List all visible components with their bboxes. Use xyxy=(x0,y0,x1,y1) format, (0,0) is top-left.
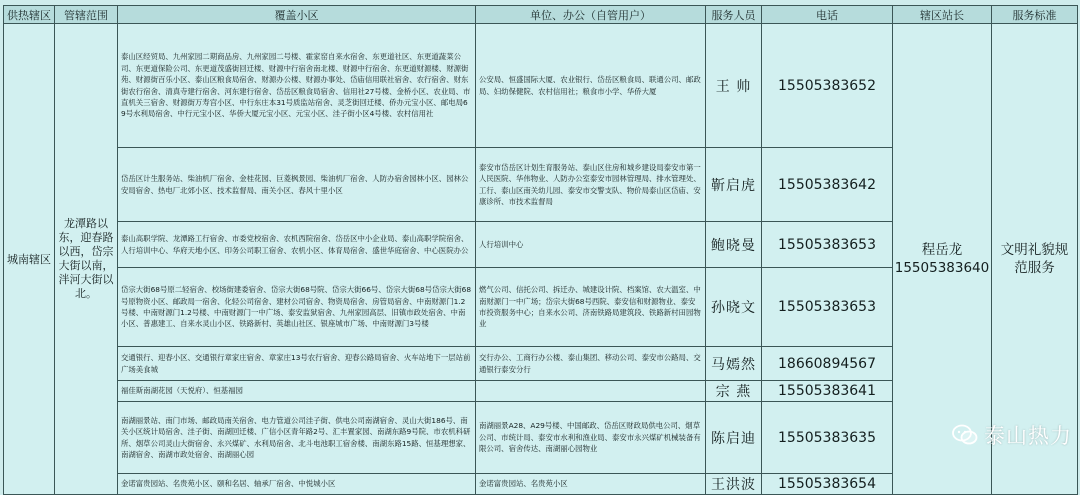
units-cell: 公安局、恒盛国际大厦、农业银行、岱岳区粮食局、联通公司、邮政局、妇幼保健院、农村信用社；粮食市小学、华侨大厦 xyxy=(476,24,706,148)
staff-name: 陈启迪 xyxy=(706,402,762,474)
district-name: 城南辖区 xyxy=(4,24,55,495)
units-cell: 交行办公、工商行办公楼、泰山集团、移动公司、泰安市公路局、交通银行泰安分行 xyxy=(476,347,706,381)
header-staff: 服务人员 xyxy=(706,6,762,24)
units-cell: 南湖丽景A28、A29号楼、中国邮政、岱岳区财政局供电公司、烟草公司、市统计局、泰安市水利和渔业局、泰安市永兴煤矿机械装备有限公司、宿舍传达、南湖丽心园物业 xyxy=(476,402,706,474)
chief-phone[interactable]: 15505383640 xyxy=(894,260,990,276)
header-chief: 辖区站长 xyxy=(893,6,992,24)
header-units: 单位、办公（自管用户） xyxy=(476,6,706,24)
staff-phone[interactable]: 15505383641 xyxy=(762,381,893,402)
staff-name: 宗 燕 xyxy=(706,381,762,402)
staff-phone[interactable]: 15505383654 xyxy=(762,474,893,495)
coverage-cell: 金诺富贵园站、名贵苑小区、颐和名居、轴承厂宿舍、中悦城小区 xyxy=(118,474,476,495)
units-cell: 人行培训中心 xyxy=(476,222,706,268)
coverage-cell: 泰山高职学院、龙潭路工行宿舍、市委党校宿舍、农机西院宿舍、岱岳区中小企业局、泰山高职学院宿舍、人行培训中心、华府天地小区、印务公司职工宿舍、农机小区、体育局宿舍、盛世华庭宿舍、中心医院办公 xyxy=(118,222,476,268)
coverage-cell: 福佳斯南湖花园（天悦府）、恒基福园 xyxy=(118,381,476,402)
staff-name: 靳启虎 xyxy=(706,148,762,222)
heating-district-table xyxy=(3,5,1078,495)
coverage-cell: 岱宗大街68号原二轻宿舍、校场街建委宿舍、岱宗大街68号院、岱宗大街66号、岱宗大街68号岱宗大街68号原物资小区、邮政局一宿舍、化轻公司宿舍、建材公司宿舍、物资局宿舍、房管局宿舍、中南财源门1.2号楼、中南财源门1.2号楼、中南财源门一中广场、泰安监狱宿舍、九州家园高层、旧镇市政处宿舍、中南小区、普惠建工、自来水灵山小区、铁路新村、英雄山社区、银座城市广场、中南财源门3号楼 xyxy=(118,268,476,347)
units-cell: 燃气公司、信托公司、拆迁办、城建设计院、档案馆、农大温室、中南财源门一中广场；岱宗大街68号西院、泰安信和财源物业、泰安市投资服务中心；自来水公司、济南铁路局建筑段、铁路新村田园物业 xyxy=(476,268,706,347)
staff-name: 孙晓文 xyxy=(706,268,762,347)
staff-phone[interactable]: 15505383642 xyxy=(762,148,893,222)
jurisdiction-scope: 龙潭路以东，迎春路以西，岱宗大街以南，泮河大街以北。 xyxy=(55,24,118,495)
coverage-cell: 岱岳区计生服务站、柴油机厂宿舍、金桂花园、巨菱枫景园、柴油机厂宿舍、人防办宿舍园林小区、园林公安局宿舍、热电厂北郊小区、技术监督局、南关小区、春风十里小区 xyxy=(118,148,476,222)
staff-phone[interactable]: 15505383652 xyxy=(762,24,893,148)
chief-name: 程岳龙 xyxy=(921,242,963,258)
coverage-cell: 交通银行、迎春小区、交通银行章家庄宿舍、章家庄13号农行宿舍、迎春公路局宿舍、火车站地下一层站前广场美食城 xyxy=(118,347,476,381)
units-cell: 泰安市岱岳区计划生育服务站、泰山区住房和城乡建设局泰安市第一人民医院、华伟物业、人防办公室泰安市园林管理局、排水管理处、工行、泰山区南关幼儿园、泰安市交警支队、物价局泰山区岱庙、安康诊所、市技术监督局 xyxy=(476,148,706,222)
staff-phone[interactable]: 15505383635 xyxy=(762,402,893,474)
staff-name: 王 帅 xyxy=(706,24,762,148)
staff-phone[interactable]: 15505383653 xyxy=(762,268,893,347)
watermark xyxy=(952,420,1072,450)
staff-name: 马嫣然 xyxy=(706,347,762,381)
staff-name: 王洪波 xyxy=(706,474,762,495)
staff-name: 鲍晓曼 xyxy=(706,222,762,268)
header-scope: 管辖范围 xyxy=(55,6,118,24)
wechat-icon xyxy=(952,424,978,446)
coverage-cell: 泰山区经贸局、九州家园二期商品房、九州家园二号楼、霍家窑自来水宿舍、东更道社区、东更道蔬菜公司、东更道保险公司、东更道茂盛街回迁楼、财源中行宿舍南北楼、财源中行宿舍、东更道财源楼、财源街苑、财源街百乐小区、泰山区粮食局宿舍、财源办公楼、财源办事处、岱庙信用联社宿舍、农行宿舍、财东街农行宿舍、清真寺建行宿舍、河东建行宿舍、岱岳区粮食局宿舍、信用社27号楼、金桥小区、农业局、市直机关三宿舍、财源街万寿宫小区、中行东庄本31号质监站宿舍、灵芝街回迁楼、侨办元宝小区、邮电局69号水利局宿舍、中行元宝小区、华侨大厦元宝小区、元宝小区、洼子街小区4号楼、农村信用社 xyxy=(118,24,476,148)
watermark-text: 泰山热力 xyxy=(984,424,1072,448)
service-standard-text: 文明礼貌规范服务 xyxy=(1000,242,1069,276)
header-coverage: 覆盖小区 xyxy=(118,6,476,24)
units-cell: 金诺富贵园站、名贵苑小区 xyxy=(476,474,706,495)
table-row xyxy=(4,24,1078,148)
coverage-cell: 南湖丽景站、南门市场、邮政局南关宿舍、电力管道公司洼子街、供电公司南湖宿舍、灵山大街186号、南关小区统计局宿舍、洼子街、南湖回迁楼、广信小区青年路2号、汇丰置家园、南湖东路9号院、市农机科研所、烟草公司灵山大街宿舍、永兴煤矿、水利局宿舍、北斗电池职工宿舍楼、南湖东路15路、恒基理想家、南湖宿舍、南湖市政处宿舍、南湖丽心园 xyxy=(118,402,476,474)
staff-phone[interactable]: 15505383653 xyxy=(762,222,893,268)
header-district: 供热辖区 xyxy=(4,6,55,24)
units-cell xyxy=(476,381,706,402)
header-row xyxy=(4,6,1078,24)
header-phone: 电话 xyxy=(762,6,893,24)
staff-phone[interactable]: 18660894567 xyxy=(762,347,893,381)
header-standard: 服务标准 xyxy=(992,6,1078,24)
